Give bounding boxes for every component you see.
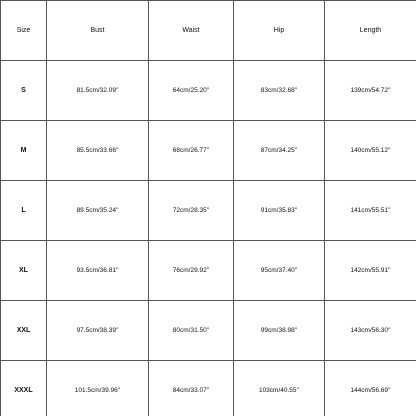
- header-size: Size: [1, 1, 47, 61]
- table-row: [1, 361, 416, 416]
- bust-cell: 93.5cm/36.81'': [47, 241, 149, 301]
- bust-cell: 85.5cm/33.66'': [47, 121, 149, 181]
- size-cell: XL: [1, 241, 47, 301]
- size-chart-body: [1, 61, 416, 416]
- waist-cell: 72cm/28.35'': [149, 181, 234, 241]
- waist-cell: 68cm/26.77'': [149, 121, 234, 181]
- waist-cell: 64cm/25.20'': [149, 61, 234, 121]
- size-cell: M: [1, 121, 47, 181]
- length-cell: 144cm/56.69'': [325, 361, 416, 416]
- length-cell: 141cm/55.51'': [325, 181, 416, 241]
- bust-cell: 89.5cm/35.24'': [47, 181, 149, 241]
- header-length: Length: [325, 1, 416, 61]
- waist-cell: 76cm/29.92'': [149, 241, 234, 301]
- table-row: [1, 181, 416, 241]
- table-row: [1, 241, 416, 301]
- hip-cell: 83cm/32.68'': [234, 61, 325, 121]
- hip-cell: 87cm/34.25'': [234, 121, 325, 181]
- hip-cell: 103cm/40.55'': [234, 361, 325, 416]
- hip-cell: 91cm/35.83'': [234, 181, 325, 241]
- bust-cell: 101.5cm/39.96'': [47, 361, 149, 416]
- header-bust: Bust: [47, 1, 149, 61]
- length-cell: 140cm/55.12'': [325, 121, 416, 181]
- header-hip: Hip: [234, 1, 325, 61]
- header-waist: Waist: [149, 1, 234, 61]
- hip-cell: 99cm/38.98'': [234, 301, 325, 361]
- header-row: [1, 1, 416, 61]
- table-row: [1, 61, 416, 121]
- length-cell: 142cm/55.91'': [325, 241, 416, 301]
- table-row: [1, 121, 416, 181]
- waist-cell: 84cm/33.07'': [149, 361, 234, 416]
- size-cell: L: [1, 181, 47, 241]
- table-row: [1, 301, 416, 361]
- size-cell: XXL: [1, 301, 47, 361]
- hip-cell: 95cm/37.40'': [234, 241, 325, 301]
- length-cell: 139cm/54.72'': [325, 61, 416, 121]
- length-cell: 143cm/56.30'': [325, 301, 416, 361]
- bust-cell: 81.5cm/32.09'': [47, 61, 149, 121]
- size-cell: XXXL: [1, 361, 47, 416]
- size-chart-header: [1, 1, 416, 61]
- waist-cell: 80cm/31.50'': [149, 301, 234, 361]
- bust-cell: 97.5cm/38.39'': [47, 301, 149, 361]
- size-cell: S: [1, 61, 47, 121]
